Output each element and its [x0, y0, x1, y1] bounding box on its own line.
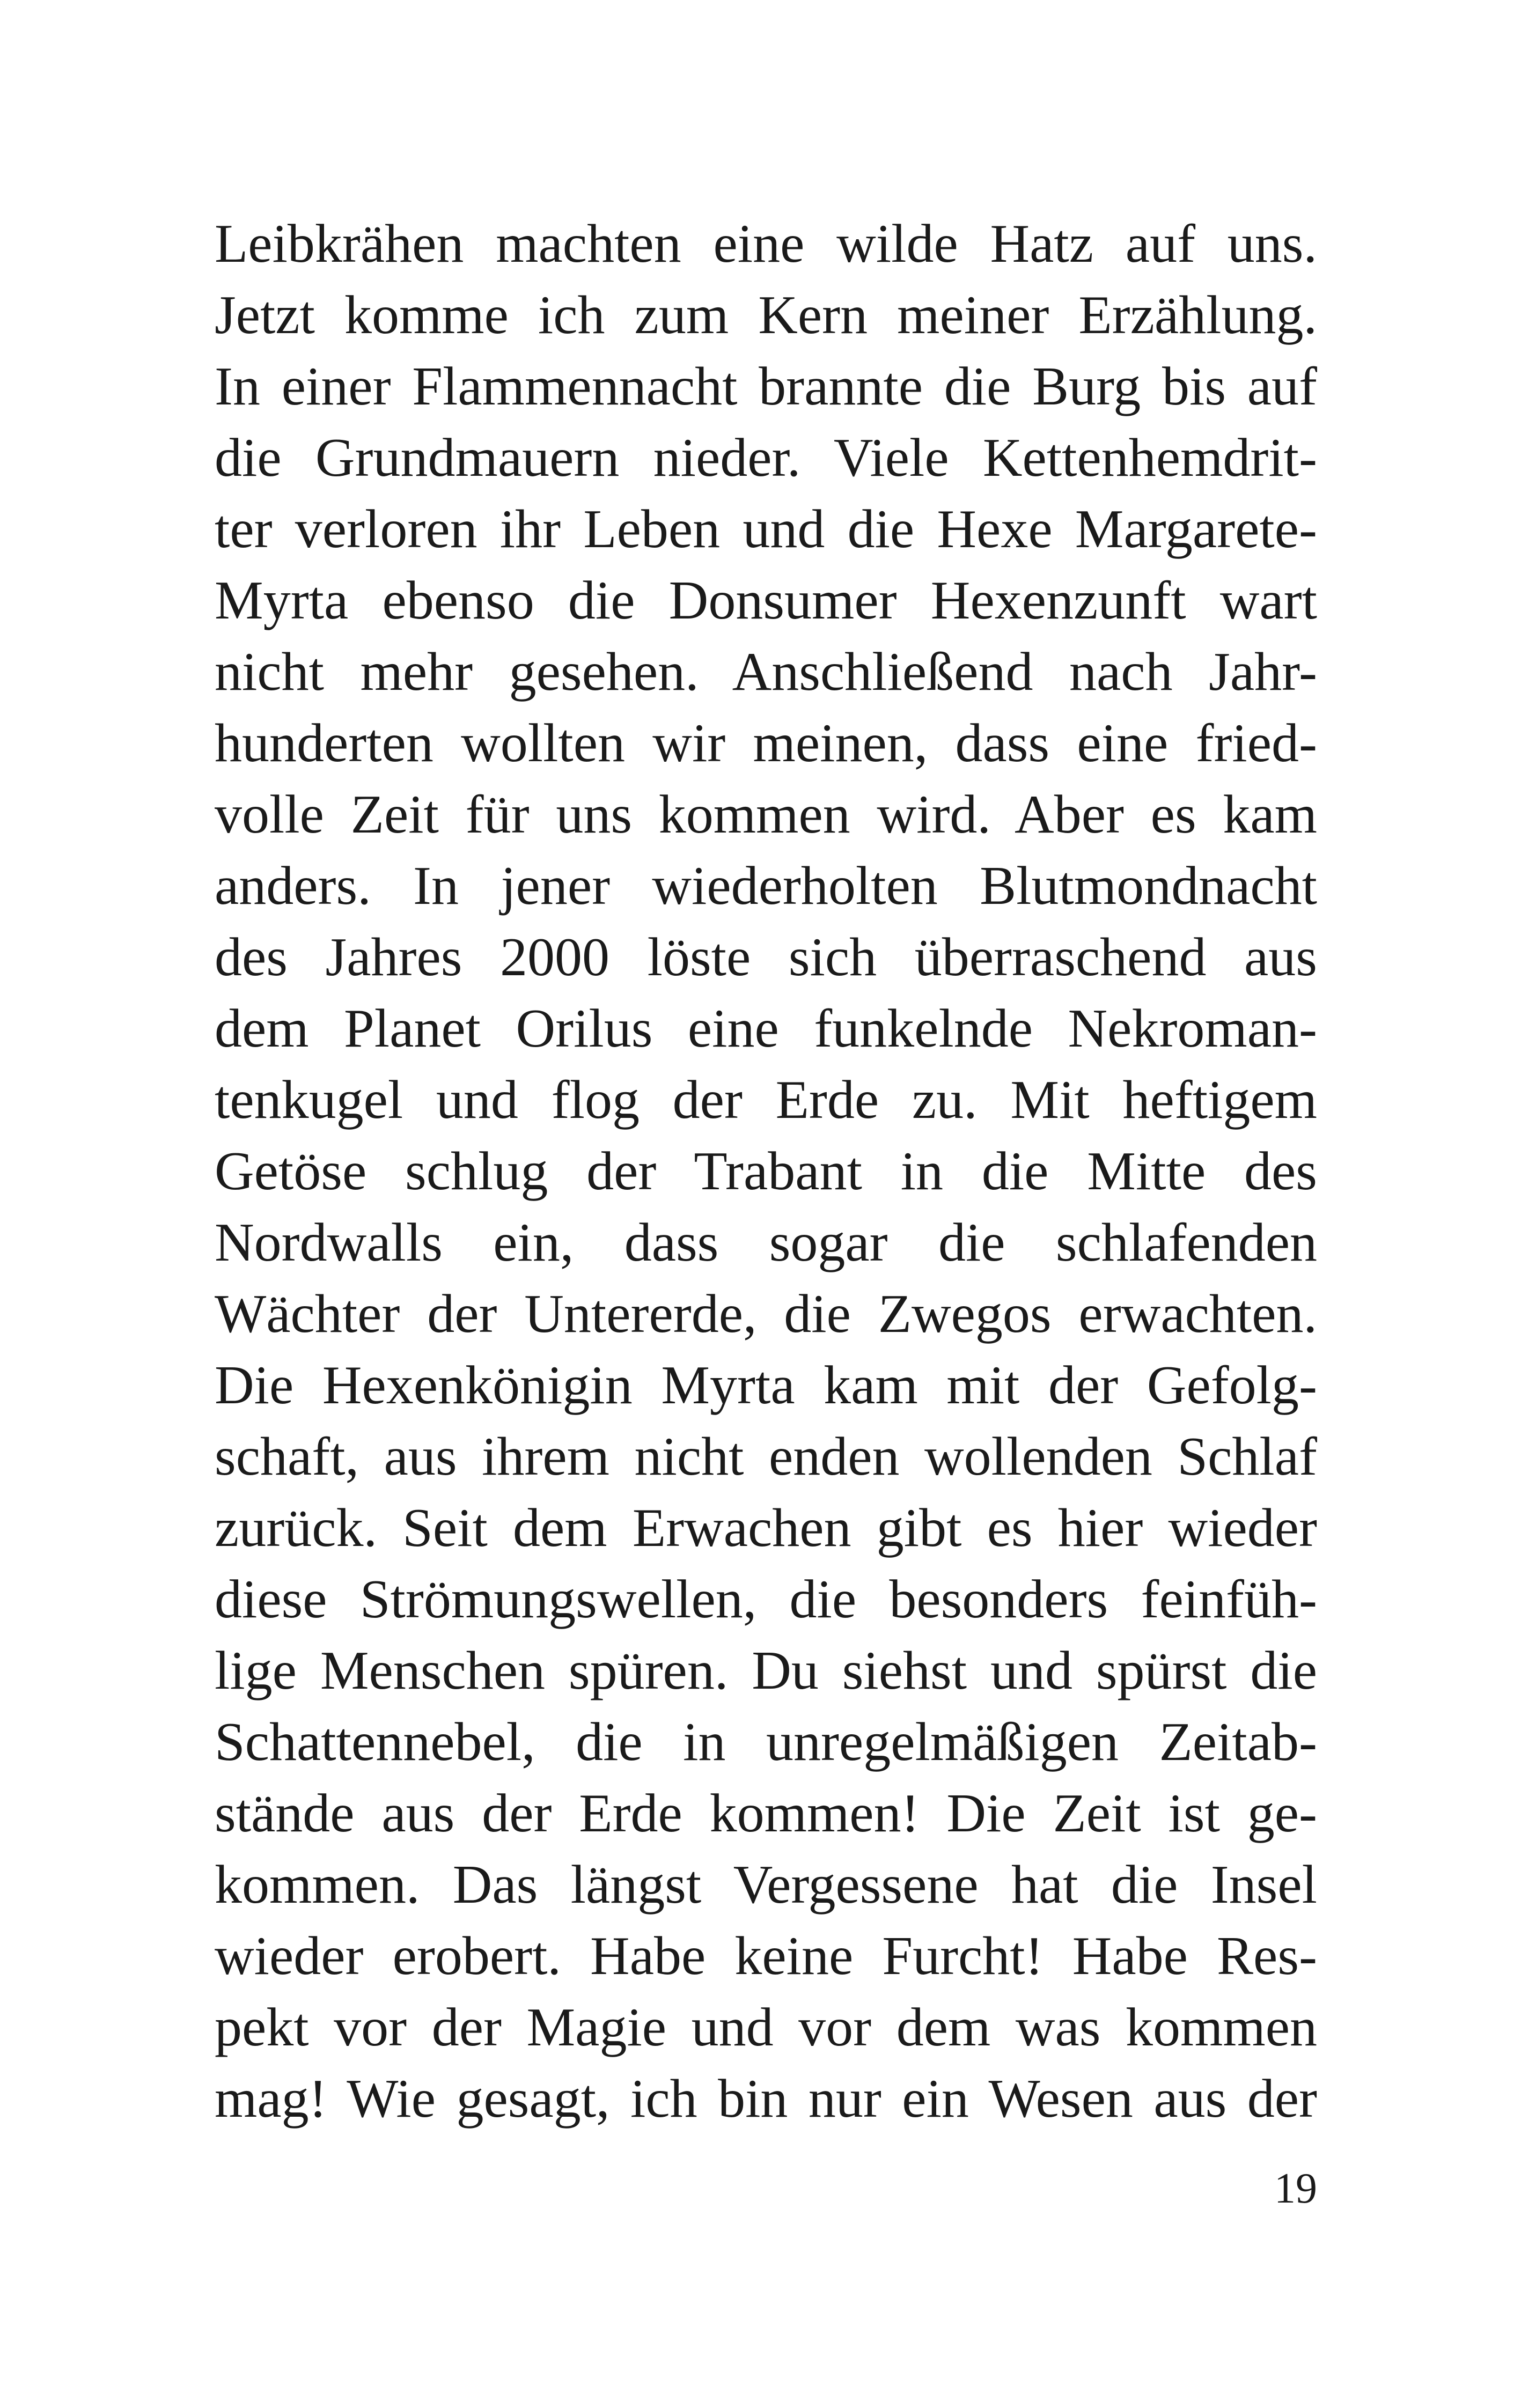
- text-line: Getöse schlug der Trabant in die Mitte des: [215, 1141, 1317, 1202]
- text-line: Leibkrähen machten eine wilde Hatz auf uns.: [215, 213, 1317, 274]
- page-number: 19: [1274, 2165, 1317, 2212]
- text-line: tenkugel und flog der Erde zu. Mit heftigem: [215, 1070, 1317, 1130]
- text-line: dem Planet Orilus eine funkelnde Nekroman-: [215, 998, 1317, 1059]
- text-line: pekt vor der Magie und vor dem was kommen: [215, 1997, 1317, 2058]
- text-line: In einer Flammennacht brannte die Burg bis auf: [215, 356, 1317, 417]
- text-line: hunderten wollten wir meinen, dass eine fried-: [215, 713, 1317, 774]
- text-line: Wächter der Untererde, die Zwegos erwachten.: [215, 1284, 1317, 1344]
- text-line: schaft, aus ihrem nicht enden wollenden Schlaf: [215, 1426, 1317, 1487]
- text-line: ter verloren ihr Leben und die Hexe Margarete-: [215, 499, 1317, 559]
- text-line: Die Hexenkönigin Myrta kam mit der Gefolg-: [215, 1355, 1317, 1416]
- body-text: [215, 208, 1317, 2134]
- text-line: wieder erobert. Habe keine Furcht! Habe Res-: [215, 1926, 1317, 1986]
- text-line: kommen. Das längst Vergessene hat die Insel: [215, 1854, 1317, 1915]
- text-line: die Grundmauern nieder. Viele Kettenhemdrit-: [215, 428, 1317, 488]
- text-line: anders. In jener wiederholten Blutmondnacht: [215, 856, 1317, 916]
- text-line: stände aus der Erde kommen! Die Zeit ist ge-: [215, 1783, 1317, 1844]
- text-line: Jetzt komme ich zum Kern meiner Erzählung.: [215, 285, 1317, 345]
- text-line: Myrta ebenso die Donsumer Hexenzunft wart: [215, 570, 1317, 631]
- text-line: Schattennebel, die in unregelmäßigen Zeitab-: [215, 1712, 1317, 1772]
- text-line: diese Strömungswellen, die besonders feinfüh-: [215, 1569, 1317, 1630]
- text-line: nicht mehr gesehen. Anschließend nach Jahr-: [215, 642, 1317, 702]
- text-line: des Jahres 2000 löste sich überraschend aus: [215, 927, 1317, 988]
- text-line: volle Zeit für uns kommen wird. Aber es kam: [215, 784, 1317, 845]
- text-line: Nordwalls ein, dass sogar die schlafenden: [215, 1212, 1317, 1273]
- text-line: zurück. Seit dem Erwachen gibt es hier wieder: [215, 1498, 1317, 1558]
- text-line: mag! Wie gesagt, ich bin nur ein Wesen aus der: [215, 2068, 1317, 2129]
- text-line: lige Menschen spüren. Du siehst und spürst die: [215, 1640, 1317, 1701]
